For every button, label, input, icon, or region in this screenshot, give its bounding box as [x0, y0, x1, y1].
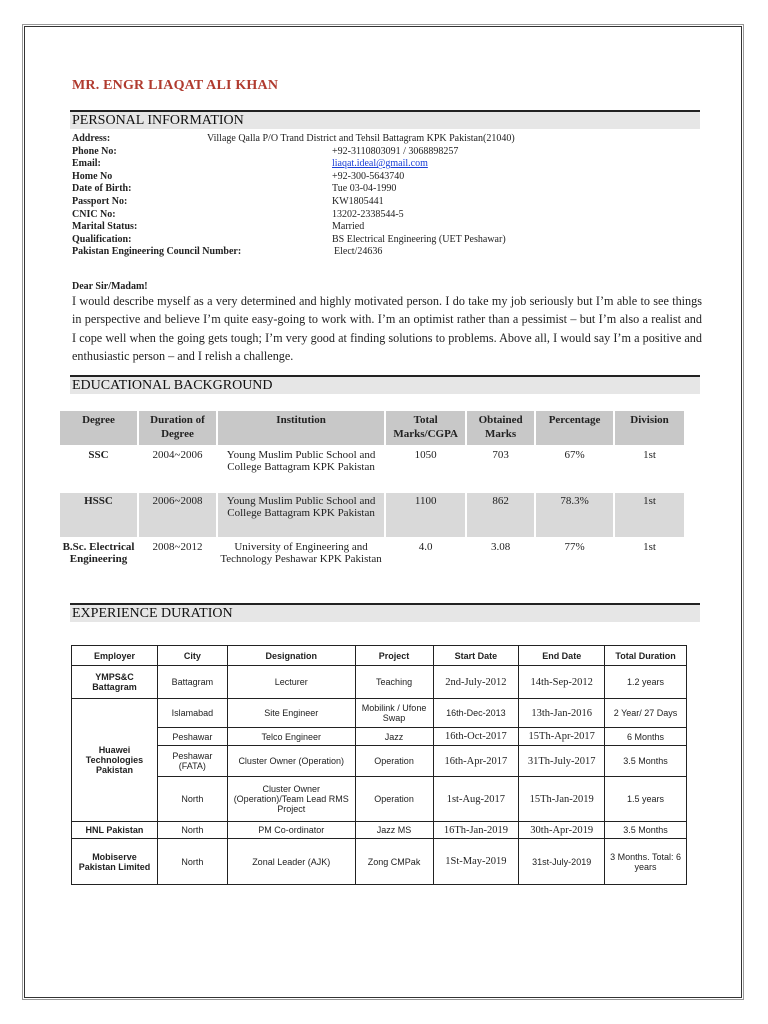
table-cell: 13th-Jan-2016 [519, 699, 605, 728]
column-header: Total Marks/CGPA [386, 411, 467, 447]
table-cell: 1.5 years [605, 777, 687, 822]
table-cell: 78.3% [536, 493, 615, 539]
table-cell: Operation [355, 777, 433, 822]
pi-label: Home No [72, 170, 113, 182]
table-row [60, 493, 686, 539]
table-cell: 1.2 years [605, 666, 687, 699]
table-cell: 3 Months. Total: 6 years [605, 839, 687, 885]
table-cell: 2nd-July-2012 [433, 666, 519, 699]
pi-value: Married [332, 221, 365, 233]
pi-value: KW1805441 [332, 195, 384, 207]
table-cell: 16th-Apr-2017 [433, 746, 519, 777]
pi-label: Email: [72, 158, 101, 170]
pi-value: Elect/24636 [334, 246, 383, 258]
pi-value [332, 158, 428, 171]
table-cell: Zong CMPak [355, 839, 433, 885]
table-row [72, 666, 687, 699]
pi-value: Village Qalla P/O Trand District and Tehsil Battagram KPK Pakistan(21040) [207, 133, 515, 144]
table-cell: 14th-Sep-2012 [519, 666, 605, 699]
table-cell: 16th-Dec-2013 [433, 699, 519, 728]
table-cell: 6 Months [605, 728, 687, 746]
pi-row-address [72, 133, 702, 146]
table-cell: PM Co-ordinator [227, 822, 355, 839]
column-header: Duration of Degree [139, 411, 218, 447]
table-cell: Cluster Owner (Operation)/Team Lead RMS Project [227, 777, 355, 822]
section-experience-duration: EXPERIENCE DURATION [70, 603, 700, 622]
column-header: Division [615, 411, 686, 447]
pi-row-dob [72, 183, 702, 196]
table-cell: 31st-July-2019 [519, 839, 605, 885]
table-cell: 15Th-Apr-2017 [519, 728, 605, 746]
pi-row-email [72, 158, 702, 171]
column-header: Designation [227, 646, 355, 666]
email-link[interactable]: liaqat.ideal@gmail.com [332, 158, 428, 170]
experience-table [71, 645, 687, 885]
table-cell: 16th-Oct-2017 [433, 728, 519, 746]
education-header-row [60, 411, 686, 447]
table-cell: Battagram [157, 666, 227, 699]
pi-label: CNIC No: [72, 208, 116, 220]
pi-value: 13202-2338544-5 [332, 208, 404, 220]
table-cell: Cluster Owner (Operation) [227, 746, 355, 777]
table-cell: Jazz [355, 728, 433, 746]
table-cell: SSC [60, 447, 139, 493]
experience-header-row [72, 646, 687, 666]
table-cell: 77% [536, 539, 615, 585]
table-cell: Mobilink / Ufone Swap [355, 699, 433, 728]
employer-cell: YMPS&C Battagram [72, 666, 158, 699]
table-cell: 2004~2006 [139, 447, 218, 493]
pi-row-qualification [72, 234, 702, 247]
table-cell: 703 [467, 447, 536, 493]
table-cell: 3.5 Months [605, 822, 687, 839]
table-cell: 2006~2008 [139, 493, 218, 539]
table-cell: Site Engineer [227, 699, 355, 728]
table-row [72, 746, 687, 777]
table-cell: 1st [615, 539, 686, 585]
pi-value: BS Electrical Engineering (UET Peshawar) [332, 233, 506, 245]
column-header: City [157, 646, 227, 666]
table-cell: HSSC [60, 493, 139, 539]
table-cell: North [157, 822, 227, 839]
pi-row-home [72, 171, 702, 184]
table-cell: 31Th-July-2017 [519, 746, 605, 777]
table-cell: 862 [467, 493, 536, 539]
table-cell: 2 Year/ 27 Days [605, 699, 687, 728]
employer-cell: Mobiserve Pakistan Limited [72, 839, 158, 885]
table-cell: 1st [615, 447, 686, 493]
table-row [72, 699, 687, 728]
table-cell: 2008~2012 [139, 539, 218, 585]
table-cell: 1st [615, 493, 686, 539]
table-cell: B.Sc. Electrical Engineering [60, 539, 139, 585]
table-row [72, 728, 687, 746]
table-cell: 1050 [386, 447, 467, 493]
table-cell: Telco Engineer [227, 728, 355, 746]
pi-row-cnic [72, 209, 702, 222]
table-cell: Lecturer [227, 666, 355, 699]
pi-label: Pakistan Engineering Council Number: [72, 246, 242, 258]
table-cell: Operation [355, 746, 433, 777]
pi-row-phone [72, 146, 702, 159]
table-cell: Jazz MS [355, 822, 433, 839]
table-cell: 1St-May-2019 [433, 839, 519, 885]
table-row [72, 777, 687, 822]
table-cell: 3.5 Months [605, 746, 687, 777]
intro-paragraph: I would describe myself as a very determined and highly motivated person. I do take my job seriously but I’m able to see things in perspective and believe I’m quite easy-going to work with. I’m an optimist rather than a pessimist – but I’m also a realist and I cope well when the going gets tough; I’m very good at finding solutions to problems. Above all, I would say I’m a positive and enthusiastic person – and I relish a challenge. [72, 294, 702, 364]
salutation: Dear Sir/Madam! [72, 281, 148, 292]
table-row [60, 447, 686, 493]
column-header: Obtained Marks [467, 411, 536, 447]
pi-value: +92-300-5643740 [332, 170, 405, 182]
table-cell: University of Engineering and Technology Peshawar KPK Pakistan [218, 539, 386, 585]
table-cell: Islamabad [157, 699, 227, 728]
column-header: Institution [218, 411, 386, 447]
pi-label: Marital Status: [72, 221, 138, 233]
education-table [60, 411, 686, 585]
employer-cell: Huawei Technologies Pakistan [72, 699, 158, 822]
table-cell: 4.0 [386, 539, 467, 585]
table-cell: Teaching [355, 666, 433, 699]
column-header: Total Duration [605, 646, 687, 666]
column-header: Project [355, 646, 433, 666]
table-cell: 16Th-Jan-2019 [433, 822, 519, 839]
table-cell: Zonal Leader (AJK) [227, 839, 355, 885]
pi-label: Date of Birth: [72, 183, 132, 195]
table-row [72, 822, 687, 839]
table-cell: 30th-Apr-2019 [519, 822, 605, 839]
pi-value: Tue 03-04-1990 [332, 183, 397, 195]
pi-label: Qualification: [72, 233, 132, 245]
table-cell: 3.08 [467, 539, 536, 585]
pi-label: Address: [72, 133, 111, 144]
section-educational-background: EDUCATIONAL BACKGROUND [70, 375, 700, 394]
personal-info [72, 133, 702, 259]
column-header: Employer [72, 646, 158, 666]
column-header: Degree [60, 411, 139, 447]
table-cell: North [157, 839, 227, 885]
table-row [60, 539, 686, 585]
table-row [72, 839, 687, 885]
column-header: Start Date [433, 646, 519, 666]
table-cell: 1st-Aug-2017 [433, 777, 519, 822]
table-cell: 1100 [386, 493, 467, 539]
pi-row-marital [72, 221, 702, 234]
table-cell: Peshawar (FATA) [157, 746, 227, 777]
pi-value: +92-3110803091 / 3068898257 [332, 145, 459, 157]
table-cell: Young Muslim Public School and College Battagram KPK Pakistan [218, 447, 386, 493]
table-cell: Peshawar [157, 728, 227, 746]
pi-row-passport [72, 196, 702, 209]
table-cell: North [157, 777, 227, 822]
pi-label: Passport No: [72, 195, 128, 207]
candidate-name: MR. ENGR LIAQAT ALI KHAN [72, 78, 279, 93]
section-personal-information: PERSONAL INFORMATION [70, 110, 700, 129]
employer-cell: HNL Pakistan [72, 822, 158, 839]
pi-label: Phone No: [72, 145, 117, 157]
column-header: Percentage [536, 411, 615, 447]
table-cell: 15Th-Jan-2019 [519, 777, 605, 822]
column-header: End Date [519, 646, 605, 666]
table-cell: 67% [536, 447, 615, 493]
pi-row-pec [72, 246, 702, 259]
table-cell: Young Muslim Public School and College Battagram KPK Pakistan [218, 493, 386, 539]
